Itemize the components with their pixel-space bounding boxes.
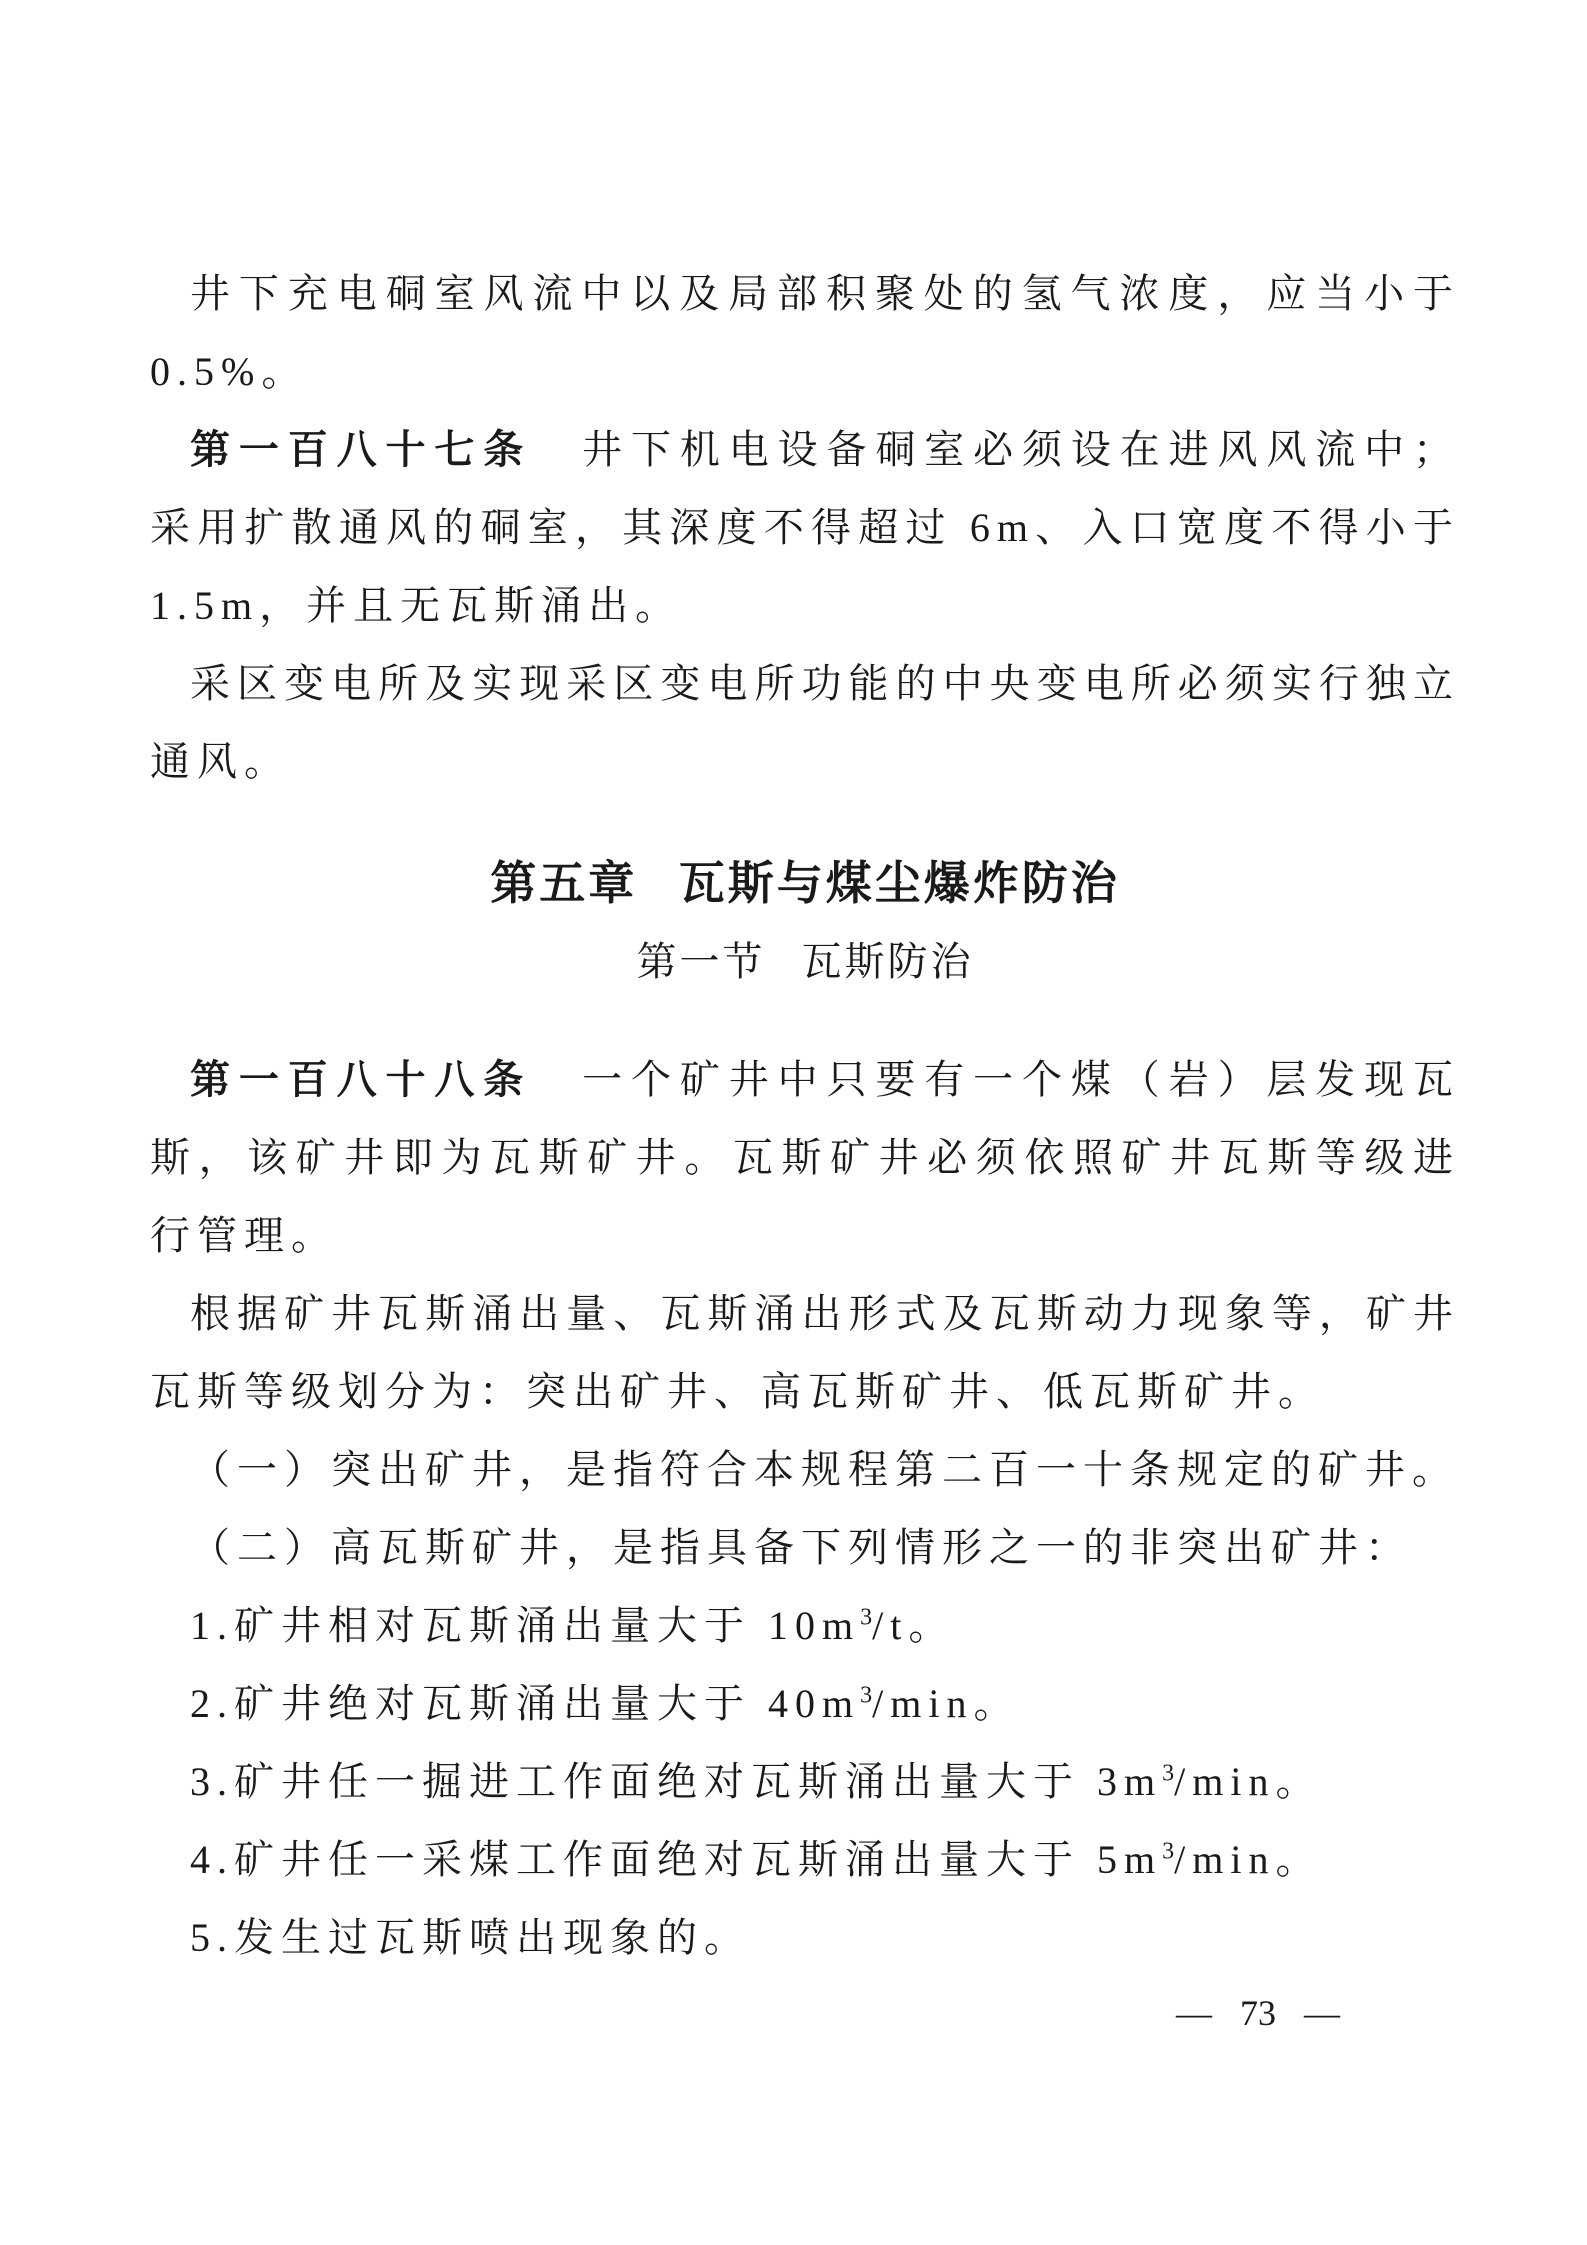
paragraph-item-one-outburst-mine: （一）突出矿井，是指符合本规程第二百一十条规定的矿井。: [190, 1447, 1459, 1492]
footer-dash-left: —: [1176, 1993, 1212, 2033]
list-item-1-relative-emission: [150, 1587, 1460, 1665]
section-title: 瓦斯防治: [801, 939, 974, 984]
list-item-2-absolute-emission: [150, 1665, 1460, 1743]
list-item-4-mining-face-emission: [150, 1821, 1460, 1899]
paragraph-hydrogen-concentration: 井下充电硐室风流中以及局部积聚处的氢气浓度，应当小于0.5%。: [150, 271, 1460, 394]
list-item-3-unit: /min。: [1174, 1759, 1323, 1804]
section-heading: [150, 923, 1460, 1001]
page-number: 73: [1240, 1993, 1276, 2033]
list-item-3-superscript: 3: [1162, 1760, 1175, 1787]
chapter-title: 瓦斯与煤尘爆炸防治: [678, 857, 1120, 909]
article-188-number: 第一百八十八条: [190, 1058, 533, 1102]
list-item-1-text: 1.矿井相对瓦斯涌出量大于 10m: [190, 1603, 861, 1648]
paragraph-article-187: [150, 411, 1460, 645]
paragraph-substation-ventilation: 采区变电所及实现采区变电所功能的中央变电所必须实行独立通风。: [150, 661, 1460, 784]
section-number: 第一节: [636, 939, 766, 984]
list-item-4-text: 4.矿井任一采煤工作面绝对瓦斯涌出量大于 5m: [190, 1837, 1163, 1882]
article-187-number: 第一百八十七条: [190, 428, 533, 472]
list-item-1-superscript: 3: [860, 1604, 873, 1631]
paragraph-gas-grading: 根据矿井瓦斯涌出量、瓦斯涌出形式及瓦斯动力现象等，矿井瓦斯等级划分为：突出矿井、高瓦斯矿井、低瓦斯矿井。: [150, 1291, 1460, 1414]
page-footer: [1176, 1992, 1340, 2034]
list-item-2-text: 2.矿井绝对瓦斯涌出量大于 40m: [190, 1681, 861, 1726]
list-item-2-superscript: 3: [860, 1682, 873, 1709]
list-item-5-text: 5.发生过瓦斯喷出现象的。: [190, 1915, 751, 1960]
list-item-3-text: 3.矿井任一掘进工作面绝对瓦斯涌出量大于 3m: [190, 1759, 1163, 1804]
list-item-1-unit: /t。: [872, 1603, 956, 1648]
list-item-5-gas-ejection: [150, 1899, 1460, 1977]
chapter-number: 第五章: [490, 857, 638, 909]
list-item-4-unit: /min。: [1174, 1837, 1323, 1882]
article-188-text: 一个矿井中只要有一个煤（岩）层发现瓦斯，该矿井即为瓦斯矿井。瓦斯矿井必须依照矿井瓦斯等级进行管理。: [150, 1057, 1460, 1258]
chapter-heading: [150, 843, 1460, 923]
article-187-text: 井下机电设备硐室必须设在进风风流中；采用扩散通风的硐室，其深度不得超过 6m、入口宽度不得小于1.5m，并且无瓦斯涌出。: [150, 427, 1460, 628]
paragraph-article-188: [150, 1041, 1460, 1275]
list-item-4-superscript: 3: [1162, 1838, 1175, 1865]
footer-dash-right: —: [1304, 1993, 1340, 2033]
paragraph-item-two-high-gas-mine: （二）高瓦斯矿井，是指具备下列情形之一的非突出矿井：: [190, 1525, 1412, 1570]
list-item-3-heading-face-emission: [150, 1743, 1460, 1821]
list-item-2-unit: /min。: [872, 1681, 1021, 1726]
